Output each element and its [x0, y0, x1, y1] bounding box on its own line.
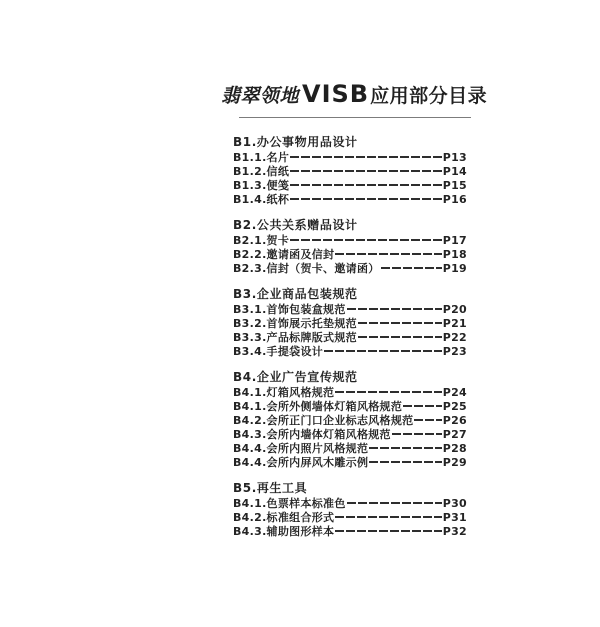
dash-leader	[290, 239, 442, 241]
page-number: P26	[442, 413, 467, 427]
vis-logotype: VISB	[302, 80, 370, 108]
dash-leader	[324, 350, 442, 352]
dash-leader	[414, 419, 441, 421]
section-heading: B4.企业广告宣传规范	[233, 370, 358, 384]
toc-entry	[233, 164, 467, 178]
page-number: P23	[442, 344, 467, 358]
title-text: 应用部分目录	[370, 85, 488, 107]
toc-entry	[233, 302, 467, 316]
section-heading: B2.公共关系赠品设计	[233, 218, 358, 232]
dash-leader	[335, 391, 441, 393]
section-heading: B3.企业商品包装规范	[233, 287, 358, 301]
toc-entry	[233, 385, 467, 399]
page-number: P32	[442, 524, 467, 538]
dash-leader	[369, 447, 441, 449]
toc-section-b5	[233, 481, 467, 538]
page-number: P22	[442, 330, 467, 344]
dash-leader	[335, 516, 441, 518]
page-number: P17	[442, 233, 467, 247]
toc-entry-label: B4.1.色票样本标准色	[233, 497, 346, 510]
toc-section-b4	[233, 370, 467, 469]
toc-entry-label: B4.2.会所正门口企业标志风格规范	[233, 414, 414, 427]
toc-entry-label: B3.4.手提袋设计	[233, 345, 324, 358]
page-number: P19	[442, 261, 467, 275]
page-number: P13	[442, 150, 467, 164]
page-number: P16	[442, 192, 467, 206]
page-number: P15	[442, 178, 467, 192]
toc-entry-label: B3.2.首饰展示托垫规范	[233, 317, 357, 330]
toc-entry-label: B4.3.辅助图形样本	[233, 525, 335, 538]
toc-section-b3	[233, 287, 467, 358]
page-number: P27	[442, 427, 467, 441]
toc-entry	[233, 413, 467, 427]
title-underline	[239, 117, 471, 118]
dash-leader	[381, 267, 442, 269]
toc-entry-label: B4.4.会所内屏风木雕示例	[233, 456, 369, 469]
page-number: P29	[442, 455, 467, 469]
dash-leader	[347, 502, 442, 504]
page-number: P20	[442, 302, 467, 316]
toc-entry-label: B4.2.标准组合形式	[233, 511, 335, 524]
dash-leader	[290, 170, 442, 172]
toc-section-b1	[233, 135, 467, 206]
section-heading: B1.办公事物用品设计	[233, 135, 358, 149]
dash-leader	[358, 336, 442, 338]
toc-entry-label: B4.1.灯箱风格规范	[233, 386, 335, 399]
toc-entry-label: B1.4.纸杯	[233, 193, 290, 206]
toc-entry-label: B2.2.邀请函及信封	[233, 248, 335, 261]
dash-leader	[392, 433, 442, 435]
dash-leader	[290, 156, 442, 158]
toc-entry	[233, 316, 467, 330]
page-number: P30	[442, 496, 467, 510]
page-number: P21	[442, 316, 467, 330]
toc-entry	[233, 344, 467, 358]
toc-entry-label: B2.3.信封（贺卡、邀请函）	[233, 262, 380, 275]
dash-leader	[358, 322, 442, 324]
toc-entry	[233, 330, 467, 344]
document-title	[221, 80, 487, 108]
page-number: P25	[442, 399, 467, 413]
toc-entry-label: B3.1.首饰包装盒规范	[233, 303, 346, 316]
toc-entry	[233, 510, 467, 524]
dash-leader	[369, 461, 441, 463]
toc-entry	[233, 150, 467, 164]
dash-leader	[290, 184, 442, 186]
page-number: P18	[442, 247, 467, 261]
dash-leader	[335, 253, 441, 255]
toc-entry	[233, 441, 467, 455]
toc-entry-label: B4.3.会所内墙体灯箱风格规范	[233, 428, 391, 441]
section-heading: B5.再生工具	[233, 481, 308, 495]
table-of-contents	[233, 135, 467, 550]
page-number: P28	[442, 441, 467, 455]
toc-entry	[233, 427, 467, 441]
toc-entry-label: B4.1.会所外侧墙体灯箱风格规范	[233, 400, 403, 413]
page-number: P24	[442, 385, 467, 399]
toc-entry-label: B2.1.贺卡	[233, 234, 290, 247]
toc-entry-label: B1.1.名片	[233, 151, 290, 164]
toc-entry	[233, 496, 467, 510]
toc-entry-label: B3.3.产品标牌版式规范	[233, 331, 357, 344]
page-number: P31	[442, 510, 467, 524]
toc-section-b2	[233, 218, 467, 275]
dash-leader	[335, 530, 441, 532]
dash-leader	[290, 198, 442, 200]
toc-entry	[233, 192, 467, 206]
toc-entry	[233, 261, 467, 275]
dash-leader	[347, 308, 442, 310]
brand-logotype: 翡翠领地	[221, 85, 300, 107]
toc-entry	[233, 233, 467, 247]
toc-entry	[233, 399, 467, 413]
toc-entry-label: B1.2.信纸	[233, 165, 290, 178]
page-number: P14	[442, 164, 467, 178]
toc-entry	[233, 455, 467, 469]
dash-leader	[403, 405, 442, 407]
toc-entry	[233, 524, 467, 538]
toc-entry-label: B4.4.会所内照片风格规范	[233, 442, 369, 455]
toc-entry	[233, 178, 467, 192]
toc-entry	[233, 247, 467, 261]
toc-entry-label: B1.3.便笺	[233, 179, 290, 192]
